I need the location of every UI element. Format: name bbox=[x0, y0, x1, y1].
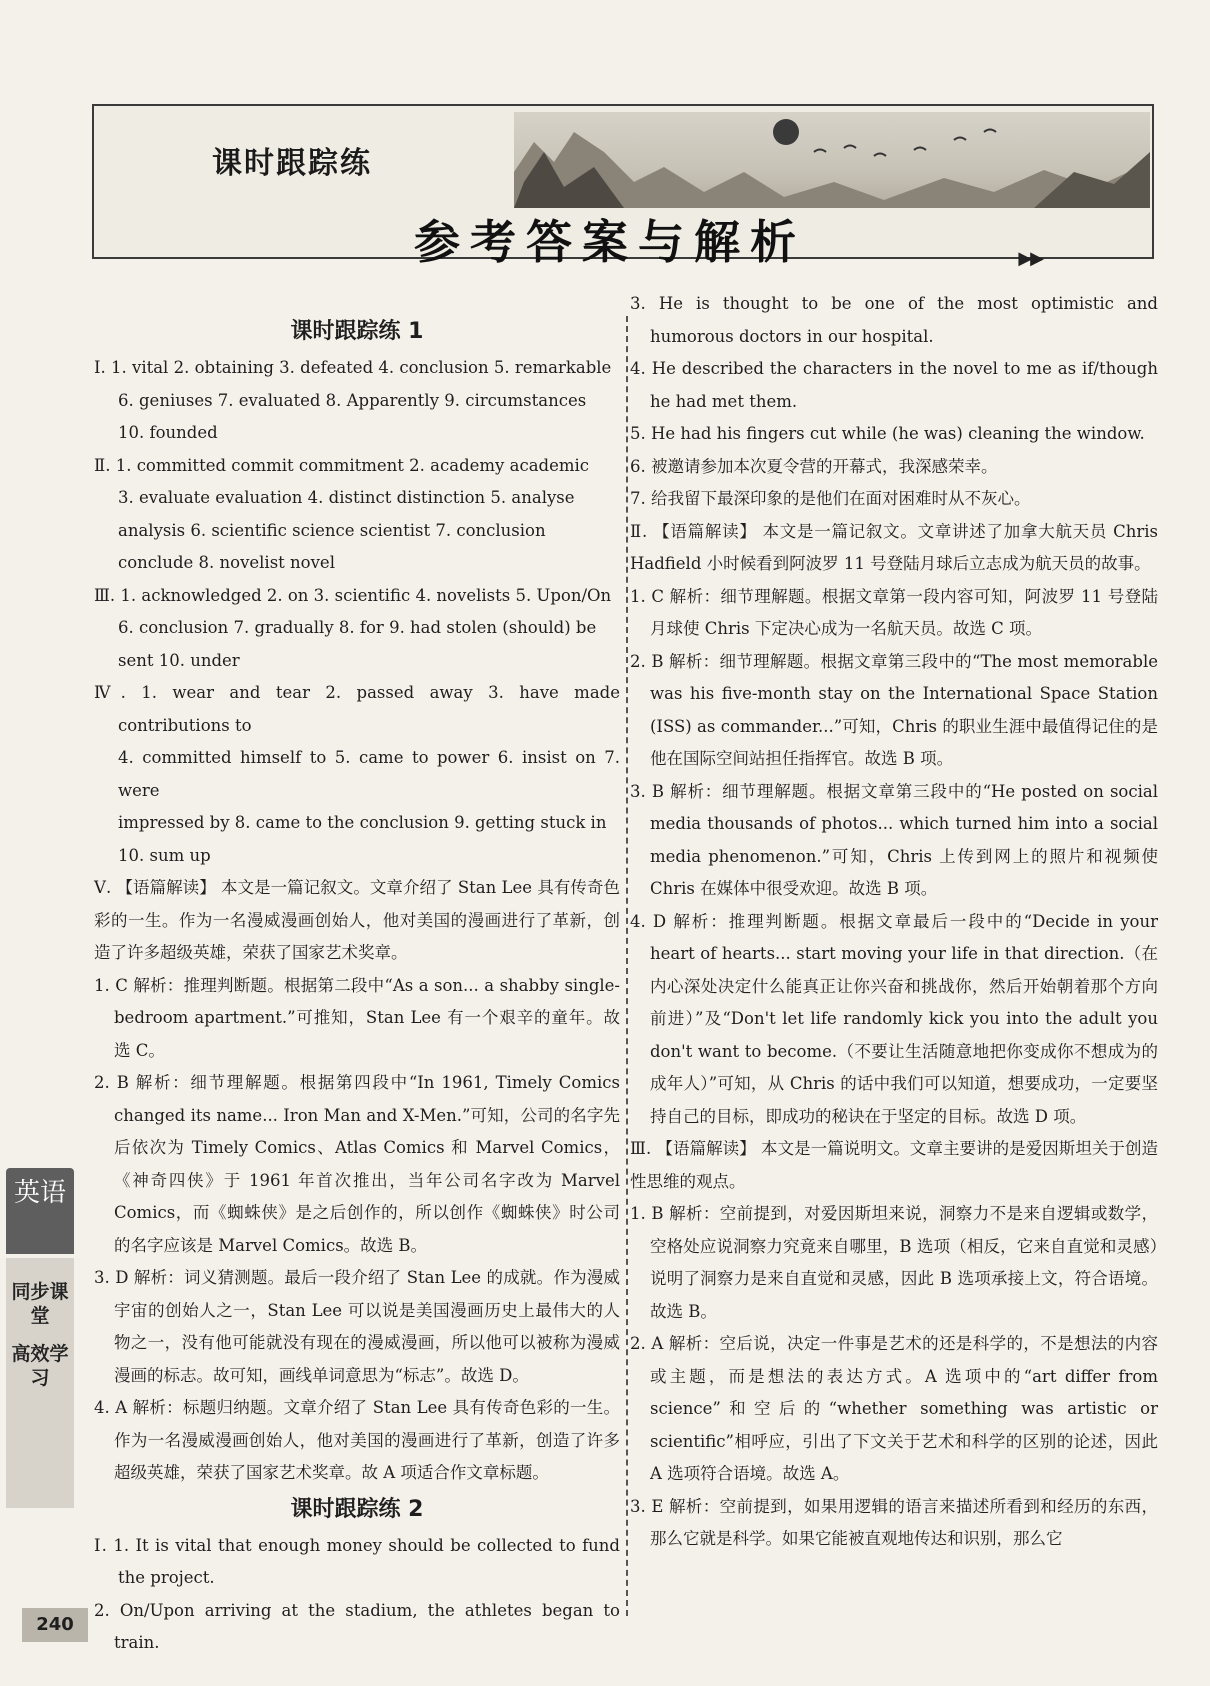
answer-line: 6. 被邀请参加本次夏令营的开幕式，我深感荣幸。 bbox=[630, 456, 998, 476]
answer-explanation: 3. B 解析：细节理解题。根据文章第三段中的“He posted on social media thousands of photos... which turned him into a social media phenomenon.”可知，Chris 上传到网上的照片和视频使 Chris 在媒体中很受欢迎。故选 B 项。 bbox=[630, 781, 1158, 898]
answer-explanation: 2. B 解析：细节理解题。根据第四段中“In 1961, Timely Comics changed its name... Iron Man and X-Men.”可知，公司的名字先后依次为 Timely Comics、Atlas Comics 和 Marvel Comics，《神奇四侠》于 1961 年首次推出，当年公司名字改为 Marvel Comics，而《蜘蛛侠》是之后创作的，所以创作《蜘蛛侠》时公司的名字应该是 Marvel Comics。故选 B。 bbox=[94, 1073, 620, 1255]
book-line: 高效学习 bbox=[11, 1343, 69, 1389]
column-divider bbox=[626, 316, 628, 1616]
answer-line: Ⅰ. 1. vital 2. obtaining 3. defeated 4. conclusion 5. remarkable bbox=[94, 358, 612, 377]
answer-line: impressed by 8. came to the conclusion 9. getting stuck in bbox=[118, 813, 607, 832]
answer-line: Ⅰ. 1. It is vital that enough money should be collected to fund the project. bbox=[94, 1535, 620, 1587]
reading-intro: Ⅱ. 【语篇解读】 本文是一篇记叙文。文章讲述了加拿大航天员 Chris Hadfield 小时候看到阿波罗 11 号登陆月球后立志成为航天员的故事。 bbox=[630, 521, 1158, 573]
answer-line: 4. committed himself to 5. came to power 6. insist on 7. were bbox=[118, 748, 620, 800]
answer-line: 7. 给我留下最深印象的是他们在面对困难时从不灰心。 bbox=[630, 489, 1031, 508]
header-banner bbox=[92, 104, 1154, 269]
answer-line: sent 10. under bbox=[118, 650, 240, 670]
answer-line: Ⅱ. 1. committed commit commitment 2. academy academic bbox=[94, 455, 590, 475]
answer-explanation: 4. D 解析：推理判断题。根据文章最后一段中的“Decide in your heart of hearts... start moving your life in that direction.（在内心深处决定什么能真正让你兴奋和挑战你，然后开始朝着那个方向前进）”及“Don't let life randomly kick you into the adult you don't want to become.（不要让生活随意地把你变成你不想成为的成年人）”可知，从 Chris 的话中我们可以知道，想要成功，一定要坚持自己的目标，即成功的秘诀在于坚定的目标。故选 D 项。 bbox=[630, 911, 1158, 1126]
answer-line: 2. On/Upon arriving at the stadium, the athletes began to train. bbox=[94, 1600, 620, 1652]
answer-line: 6. conclusion 7. gradually 8. for 9. had stolen (should) be bbox=[118, 618, 597, 637]
answer-line: 10. founded bbox=[118, 423, 218, 442]
header-subtitle: 课时跟踪练 bbox=[212, 146, 372, 181]
arrow-icon: ▶▶ bbox=[1018, 248, 1042, 269]
answer-explanation: 1. C 解析：细节理解题。根据文章第一段内容可知，阿波罗 11 号登陆月球使 Chris 下定决心成为一名航天员。故选 C 项。 bbox=[630, 586, 1158, 638]
answer-explanation: 4. A 解析：标题归纳题。文章介绍了 Stan Lee 具有传奇色彩的一生。作为一名漫威漫画创始人，他对美国的漫画进行了革新，创造了许多超级英雄，荣获了国家艺术奖章。故 A 项适合作文章标题。 bbox=[94, 1398, 620, 1482]
page-number: 240 bbox=[22, 1608, 88, 1642]
answer-explanation: 1. C 解析：推理判断题。根据第二段中“As a son... a shabby single-bedroom apartment.”可推知，Stan Lee 有一个艰辛的童年。故选 C。 bbox=[94, 975, 620, 1060]
page-title: 参考答案与解析 bbox=[414, 215, 806, 269]
answer-line: conclude 8. novelist novel bbox=[118, 553, 335, 572]
reading-intro: Ⅲ. 【语篇解读】 本文是一篇说明文。文章主要讲的是爱因斯坦关于创造性思维的观点。 bbox=[630, 1139, 1158, 1191]
section-title: 课时跟踪练 2 bbox=[290, 1496, 424, 1522]
answer-line: Ⅲ. 1. acknowledged 2. on 3. scientific 4. novelists 5. Upon/On bbox=[94, 585, 612, 605]
landscape-painting bbox=[514, 112, 1150, 208]
answer-line: 6. geniuses 7. evaluated 8. Apparently 9. circumstances bbox=[118, 390, 587, 410]
left-column bbox=[94, 312, 620, 1660]
reading-intro: Ⅴ. 【语篇解读】 本文是一篇记叙文。文章介绍了 Stan Lee 具有传奇色彩的一生。作为一名漫威漫画创始人，他对美国的漫画进行了革新，创造了许多超级英雄，荣获了国家艺术奖章。 bbox=[94, 878, 620, 962]
answer-line: 3. evaluate evaluation 4. distinct distinction 5. analyse bbox=[118, 488, 575, 507]
answer-explanation: 2. B 解析：细节理解题。根据文章第三段中的“The most memorable was his five-month stay on the International Space Station (ISS) as commander...”可知，Chris 的职业生涯中最值得记住的是他在国际空间站担任指挥官。故选 B 项。 bbox=[630, 651, 1158, 768]
book-line: 同步课堂 bbox=[11, 1281, 69, 1327]
answer-line: 10. sum up bbox=[118, 845, 211, 865]
answer-line: analysis 6. scientific science scientist 7. conclusion bbox=[118, 520, 546, 540]
right-column bbox=[630, 288, 1158, 1556]
answer-explanation: 2. A 解析：空后说，决定一件事是艺术的还是科学的，不是想法的内容或主题，而是想法的表达方式。A 选项中的“art differ from science”和空后的“whether something was artistic or scientific”相呼应，引出了下文关于艺术和科学的区别的论述，因此 A 选项符合语境。故选 A。 bbox=[630, 1334, 1158, 1483]
answer-explanation: 1. B 解析：空前提到，对爱因斯坦来说，洞察力不是来自逻辑或数学，空格处应说洞察力究竟来自哪里，B 选项（相反，它来自直觉和灵感）说明了洞察力是来自直觉和灵感，因此 B 选项承接上文，符合语境。故选 B。 bbox=[630, 1204, 1158, 1321]
answer-line: 5. He had his fingers cut while (he was) cleaning the window. bbox=[630, 424, 1145, 443]
answer-line: Ⅳ. 1. wear and tear 2. passed away 3. have made contributions to bbox=[94, 683, 620, 735]
answer-explanation: 3. D 解析：词义猜测题。最后一段介绍了 Stan Lee 的成就。作为漫威宇宙的创始人之一，Stan Lee 可以说是美国漫画历史上最伟大的人物之一，没有他可能就没有现在的漫威漫画，所以他可以被称为漫威漫画的标志。故可知，画线单词意思为“标志”。故选 D。 bbox=[94, 1268, 620, 1385]
section-title: 课时跟踪练 1 bbox=[290, 319, 424, 344]
answer-line: 3. He is thought to be one of the most optimistic and humorous doctors in our hospital. bbox=[630, 294, 1158, 346]
book-tab bbox=[6, 1258, 74, 1508]
answer-explanation: 3. E 解析：空前提到，如果用逻辑的语言来描述所看到和经历的东西，那么它就是科学。如果它能被直观地传达和识别，那么它 bbox=[630, 1496, 1158, 1548]
subject-tab: 英语 bbox=[6, 1168, 74, 1254]
answer-line: 4. He described the characters in the novel to me as if/though he had met them. bbox=[630, 359, 1158, 411]
